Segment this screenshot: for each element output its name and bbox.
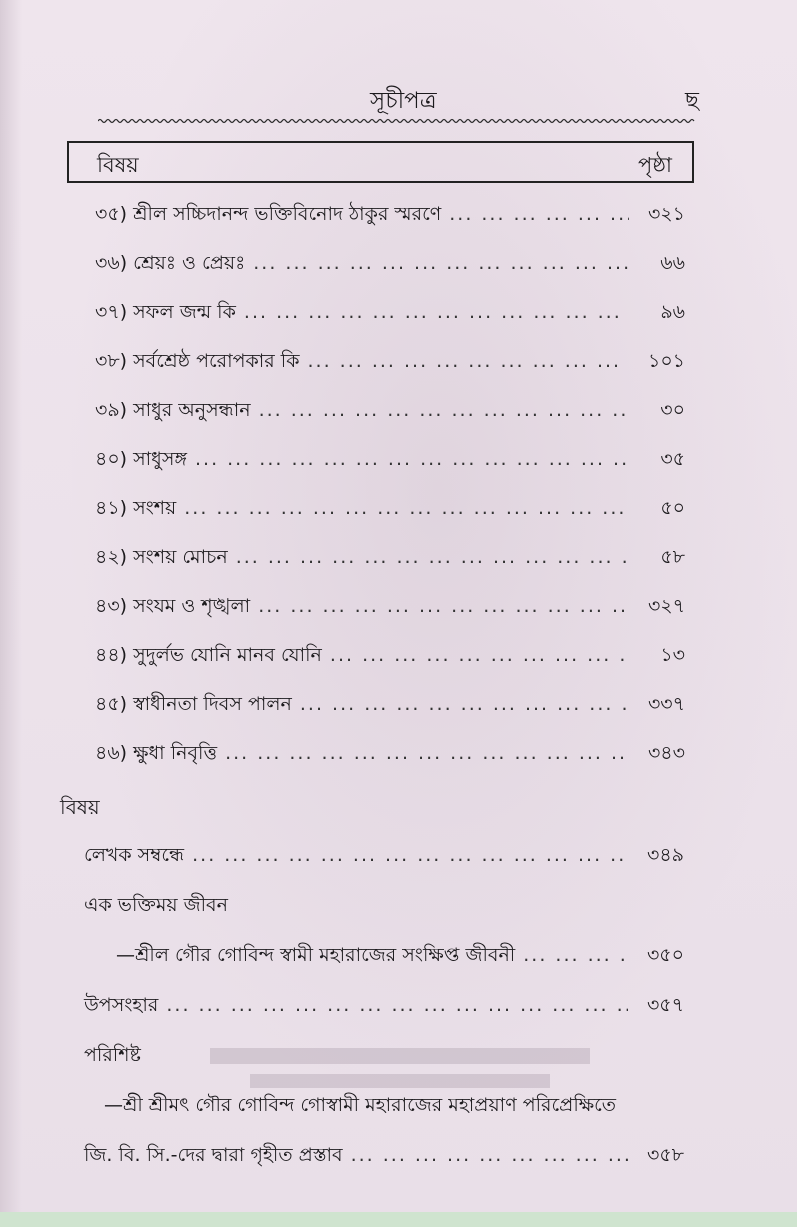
dot-leader <box>308 337 629 386</box>
entry-title: স্বাধীনতা দিবস পালন <box>133 693 292 715</box>
dot-leader <box>351 1130 628 1180</box>
entry-page: ৩০ <box>660 399 685 421</box>
entry-page: ৩২১ <box>647 203 685 225</box>
entry-page: ৩৫ <box>660 448 685 470</box>
page-number: ছ <box>685 88 699 114</box>
toc-entry <box>95 239 685 288</box>
entry-title: ক্ষুধা নিবৃত্তি <box>133 742 218 764</box>
entry-title: —শ্রীল গৌর গোবিন্দ স্বামী মহারাজের সংক্ষিপ্ত জীবনী <box>116 944 516 966</box>
dot-leader <box>449 190 629 239</box>
gbc-resolution-entry <box>84 1130 684 1180</box>
page-gutter-shadow <box>0 0 22 1227</box>
back-matter-list <box>84 830 684 1180</box>
entry-number: ৪৬) <box>95 742 128 764</box>
dot-leader <box>244 288 629 337</box>
section-heading: বিষয় <box>60 795 100 819</box>
entry-page: ৩৩৭ <box>647 693 685 715</box>
toc-header-box <box>67 141 694 183</box>
devotional-life-heading: এক ভক্তিময় জীবন <box>84 894 228 916</box>
dot-leader <box>258 582 629 631</box>
dot-leader <box>225 729 629 778</box>
running-title: সূচীপত্র <box>370 88 437 114</box>
toc-entry <box>95 484 685 533</box>
toc-entry <box>95 288 685 337</box>
toc-entry <box>95 729 685 778</box>
faded-stamp-mark <box>210 1040 590 1100</box>
entry-title: লেখক সম্বন্ধে <box>84 844 185 866</box>
entry-page: ৬৬ <box>660 252 685 274</box>
dot-leader <box>192 830 628 880</box>
entry-number: ৪২) <box>95 546 128 568</box>
toc-entry <box>95 435 685 484</box>
entry-page: ৩৪৯ <box>646 844 684 866</box>
entry-title: সাধুর অনুসন্ধান <box>133 399 251 421</box>
appendix-subtitle: —শ্রী শ্রীমৎ গৌর গোবিন্দ গোস্বামী মহারাজের মহাপ্রয়াণ পরিপ্রেক্ষিতে <box>104 1094 617 1116</box>
toc-entry <box>95 631 685 680</box>
entry-page: ৩২৭ <box>647 595 685 617</box>
toc-entry <box>95 680 685 729</box>
running-head <box>0 82 797 116</box>
entry-page: ৯৬ <box>660 301 685 323</box>
toc-entry <box>95 386 685 435</box>
entry-number: ৩৭) <box>95 301 128 323</box>
appendix-heading: পরিশিষ্ট <box>84 1044 141 1066</box>
entry-title: সংযম ও শৃঙ্খলা <box>133 595 251 617</box>
entry-page: ১০১ <box>647 350 685 372</box>
dot-leader <box>259 386 629 435</box>
entry-number: ৩৯) <box>95 399 128 421</box>
entry-page: ৫০ <box>660 497 685 519</box>
toc-entry <box>95 533 685 582</box>
page-column-header: পৃষ্ঠা <box>637 153 672 177</box>
entry-title: সাধুসঙ্গ <box>133 448 187 470</box>
biography-entry <box>84 930 684 980</box>
epilogue-entry <box>84 980 684 1030</box>
entry-page: ৩৫৮ <box>646 1144 684 1166</box>
toc-entries <box>95 190 685 778</box>
subject-column-header: বিষয় <box>97 153 139 177</box>
entry-number: ৪৪) <box>95 644 128 666</box>
author-about-entry <box>84 830 684 880</box>
entry-title: শ্রীল সচ্চিদানন্দ ভক্তিবিনোদ ঠাকুর স্মরণে <box>133 203 442 225</box>
toc-entry <box>95 337 685 386</box>
dot-leader <box>166 980 628 1030</box>
entry-title: শ্রেয়ঃ ও প্রেয়ঃ <box>133 252 246 274</box>
dot-leader <box>184 484 629 533</box>
entry-number: ৪৩) <box>95 595 128 617</box>
entry-title: সংশয় মোচন <box>133 546 228 568</box>
dot-leader <box>195 435 629 484</box>
wavy-divider <box>98 118 696 124</box>
toc-entry <box>95 190 685 239</box>
entry-title: উপসংহার <box>84 994 159 1016</box>
dot-leader <box>330 631 629 680</box>
toc-entry <box>95 582 685 631</box>
dot-leader <box>300 680 629 729</box>
dot-leader <box>523 930 628 980</box>
entry-title: সর্বশ্রেষ্ঠ পরোপকার কি <box>133 350 300 372</box>
entry-title: সুদুর্লভ যোনি মানব যোনি <box>133 644 322 666</box>
entry-page: ৩৫৭ <box>646 994 684 1016</box>
entry-page: ১৩ <box>660 644 685 666</box>
entry-number: ৪৫) <box>95 693 128 715</box>
entry-number: ৩৫) <box>95 203 128 225</box>
entry-page: ৩৫০ <box>646 944 684 966</box>
entry-number: ৪০) <box>95 448 128 470</box>
dot-leader <box>236 533 629 582</box>
entry-page: ৫৮ <box>660 546 685 568</box>
entry-number: ৩৬) <box>95 252 128 274</box>
dot-leader <box>253 239 629 288</box>
entry-title: জি. বি. সি.-দের দ্বারা গৃহীত প্রস্তাব <box>84 1144 343 1166</box>
entry-number: ৩৮) <box>95 350 128 372</box>
entry-number: ৪১) <box>95 497 128 519</box>
page-bottom-edge <box>0 1212 797 1227</box>
entry-title: সফল জন্ম কি <box>133 301 236 323</box>
entry-page: ৩৪৩ <box>647 742 685 764</box>
entry-title: সংশয় <box>133 497 177 519</box>
